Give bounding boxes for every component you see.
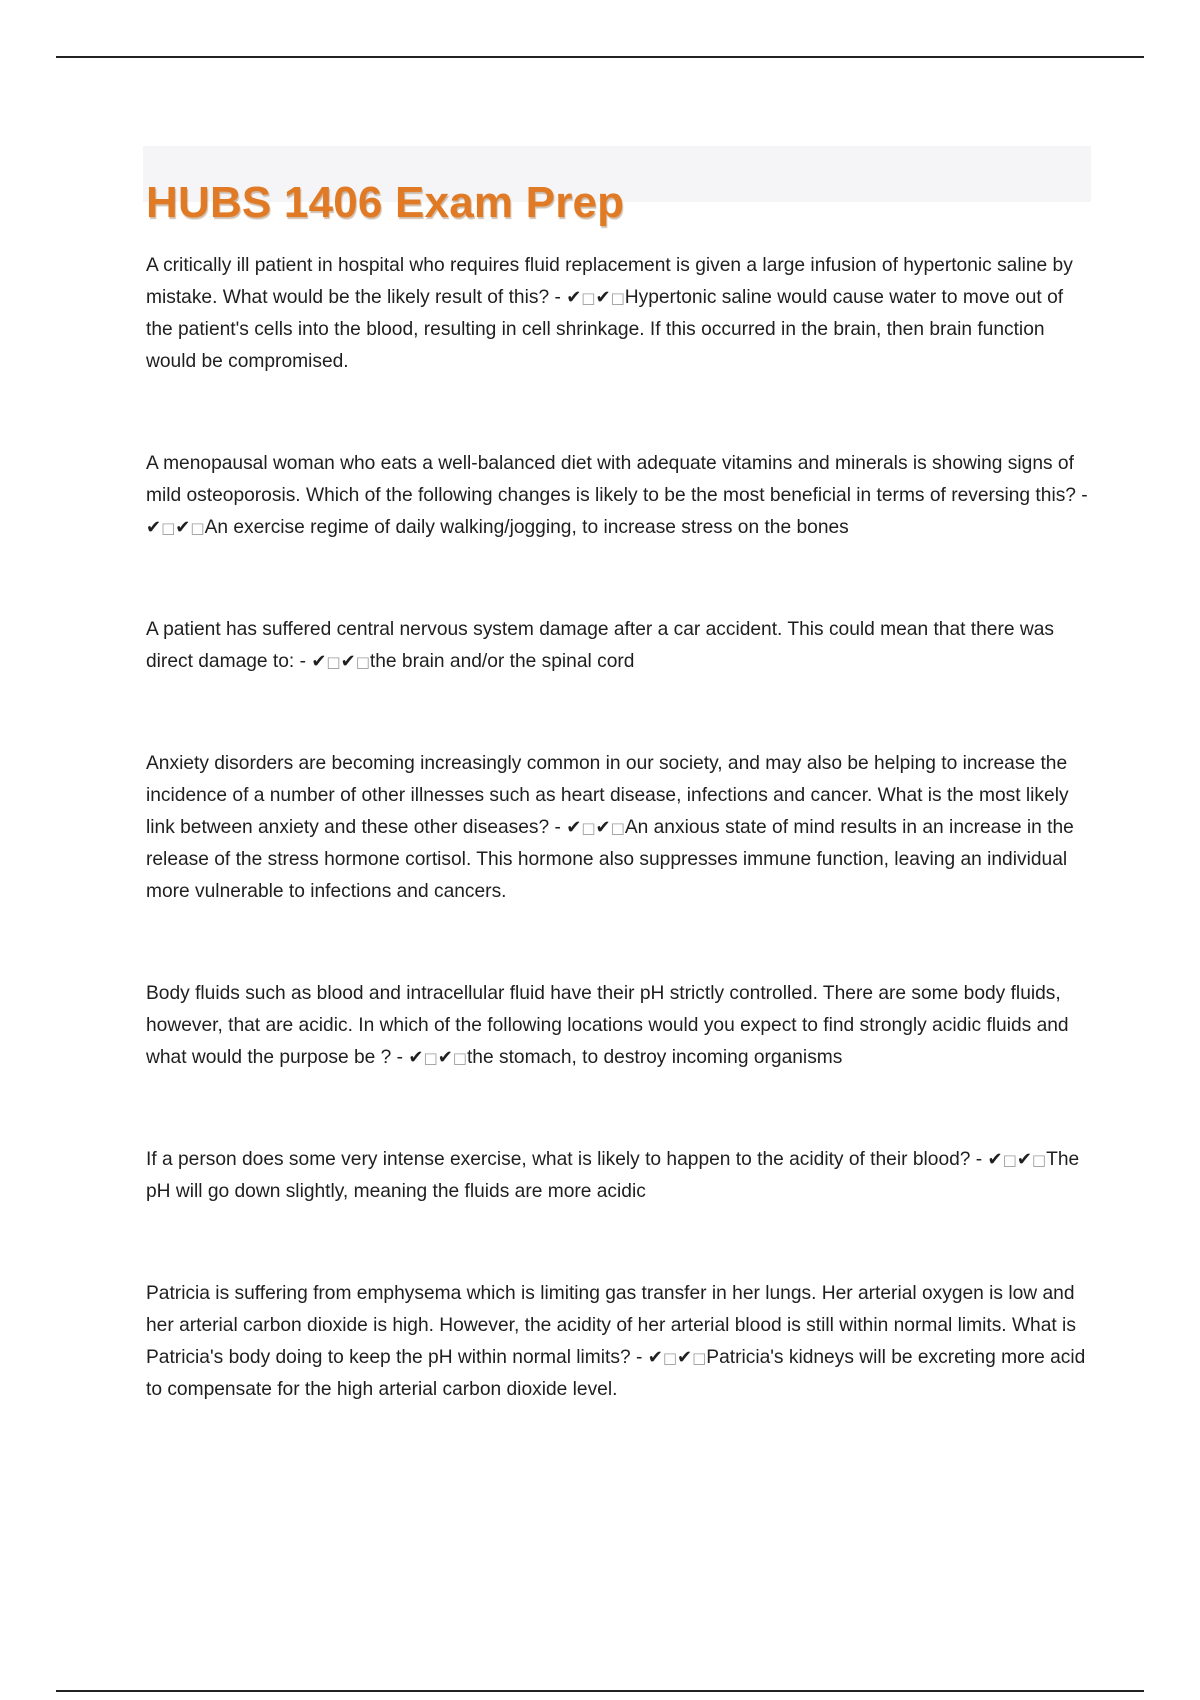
question-text: Body fluids such as blood and intracellular fluid have their pH strictly controlled. There are some body fluids, however, that are acidic. In which of the following locations would you expect to find strongly acidic fluids and what would the purpose be ? bbox=[146, 983, 1069, 1068]
box-glyph-icon: □ bbox=[161, 519, 176, 537]
check-mark-icon: ✔ bbox=[146, 517, 162, 538]
question-text: Anxiety disorders are becoming increasingly common in our society, and may also be helping to increase the incidence of a number of other illnesses such as heart disease, infections and cancer. What is the most likely link between anxiety and these other diseases? bbox=[146, 753, 1069, 838]
check-mark-icon: ✔ bbox=[566, 287, 582, 308]
box-glyph-icon: □ bbox=[581, 819, 596, 837]
answer-text: Hypertonic saline would cause water to move out of the patient's cells into the blood, resulting in cell shrinkage. If this occurred in the brain, then brain function would be compromised. bbox=[146, 287, 1064, 372]
box-glyph-icon: □ bbox=[452, 1049, 467, 1067]
check-mark-icon: ✔ bbox=[311, 651, 327, 672]
box-glyph-icon: □ bbox=[423, 1049, 438, 1067]
answer-text: The pH will go down slightly, meaning the fluids are more acidic bbox=[146, 1149, 1080, 1202]
separator: - bbox=[391, 1047, 409, 1068]
top-rule bbox=[56, 56, 1144, 58]
qa-item bbox=[146, 448, 1091, 544]
qa-item bbox=[146, 978, 1091, 1074]
separator: - bbox=[630, 1347, 648, 1368]
answer-text: An exercise regime of daily walking/jogging, to increase stress on the bones bbox=[204, 517, 849, 538]
separator: - bbox=[549, 287, 567, 308]
check-mark-icon: ✔ bbox=[647, 1347, 663, 1368]
check-mark-icon: ✔ bbox=[566, 817, 582, 838]
qa-item bbox=[146, 1278, 1091, 1406]
box-glyph-icon: □ bbox=[610, 289, 625, 307]
check-mark-icon: ✔ bbox=[595, 817, 611, 838]
qa-item bbox=[146, 748, 1091, 908]
box-glyph-icon: □ bbox=[692, 1349, 707, 1367]
box-glyph-icon: □ bbox=[1031, 1151, 1047, 1169]
qa-item bbox=[146, 1144, 1091, 1208]
page-title: HUBS 1406 Exam Prep bbox=[146, 178, 625, 228]
answer-text: An anxious state of mind results in an increase in the release of the stress hormone cortisol. This hormone also suppresses immune function, leaving an individual more vulnerable to infections and cancers. bbox=[146, 817, 1074, 902]
answer-text: the brain and/or the spinal cord bbox=[369, 651, 635, 672]
check-mark-icon: ✔ bbox=[1016, 1149, 1032, 1170]
check-mark-icon: ✔ bbox=[437, 1047, 453, 1068]
box-glyph-icon: □ bbox=[581, 289, 596, 307]
answer-text: the stomach, to destroy incoming organisms bbox=[466, 1047, 843, 1068]
question-text: Patricia is suffering from emphysema which is limiting gas transfer in her lungs. Her arterial oxygen is low and her arterial carbon dioxide is high. However, the acidity of her arterial blood is still within normal limits. What is Patricia's body doing to keep the pH within normal limits? bbox=[146, 1283, 1076, 1368]
separator: - bbox=[549, 817, 567, 838]
check-mark-icon: ✔ bbox=[987, 1149, 1003, 1170]
question-text: A menopausal woman who eats a well-balanced diet with adequate vitamins and minerals is showing signs of mild osteoporosis. Which of the following changes is likely to be the most beneficial in terms of reversing this? bbox=[146, 453, 1076, 506]
question-text: A patient has suffered central nervous system damage after a car accident. This could mean that there was direct damage to: bbox=[146, 619, 1054, 672]
check-mark-icon: ✔ bbox=[595, 287, 611, 308]
box-glyph-icon: □ bbox=[662, 1349, 677, 1367]
check-mark-icon: ✔ bbox=[340, 651, 356, 672]
separator: - bbox=[294, 651, 312, 672]
check-mark-icon: ✔ bbox=[408, 1047, 424, 1068]
separator: - bbox=[970, 1149, 988, 1170]
check-mark-icon: ✔ bbox=[175, 517, 191, 538]
separator: - bbox=[1075, 485, 1088, 506]
qa-item bbox=[146, 250, 1091, 378]
question-text: If a person does some very intense exercise, what is likely to happen to the acidity of their blood? bbox=[146, 1149, 971, 1170]
bottom-rule bbox=[56, 1690, 1144, 1692]
box-glyph-icon: □ bbox=[190, 519, 205, 537]
qa-list bbox=[146, 250, 1091, 1406]
box-glyph-icon: □ bbox=[355, 653, 370, 671]
box-glyph-icon: □ bbox=[1002, 1151, 1017, 1169]
box-glyph-icon: □ bbox=[610, 819, 625, 837]
box-glyph-icon: □ bbox=[326, 653, 341, 671]
question-text: A critically ill patient in hospital who requires fluid replacement is given a large infusion of hypertonic saline by mistake. What would be the likely result of this? bbox=[146, 255, 1073, 308]
check-mark-icon: ✔ bbox=[677, 1347, 693, 1368]
qa-item bbox=[146, 614, 1091, 678]
answer-text: Patricia's kidneys will be excreting more acid to compensate for the high arterial carbon dioxide level. bbox=[146, 1347, 1086, 1400]
